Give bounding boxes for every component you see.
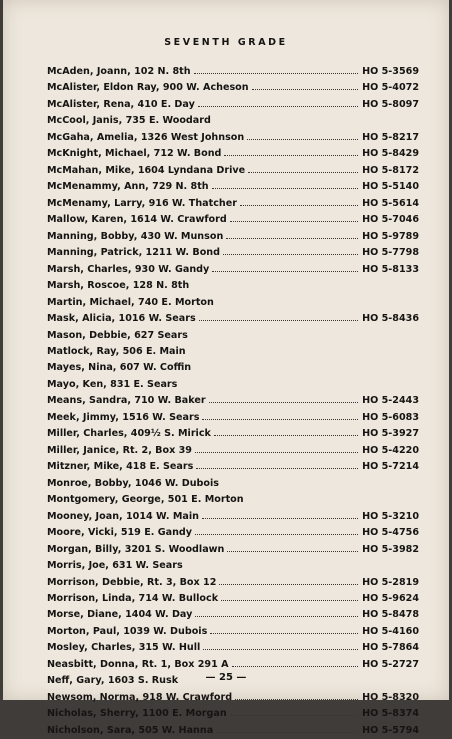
entry-name-address: McMahan, Mike, 1604 Lyndana Drive [47, 164, 246, 176]
entry-name-address: Matlock, Ray, 506 E. Main [47, 345, 186, 357]
entry-name-address: McMenammy, Ann, 729 N. 8th [47, 181, 209, 193]
list-item [47, 393, 419, 409]
list-item [47, 426, 419, 442]
entry-phone: HO 5-5614 [362, 197, 419, 209]
entry-name-address: McAden, Joann, 102 N. 8th [47, 66, 191, 77]
entry-phone: HO 5-3569 [362, 66, 419, 77]
dot-leader [212, 188, 358, 189]
list-item [47, 640, 419, 656]
list-item [47, 509, 419, 525]
entry-name-address: Newsom, Norma, 918 W. Crawford [47, 691, 233, 703]
list-item [47, 278, 419, 294]
entry-phone: HO 5-4756 [362, 527, 419, 539]
dot-leader [198, 106, 358, 107]
page-heading: SEVENTH GRADE [164, 37, 288, 48]
entry-phone: HO 5-8436 [362, 313, 419, 325]
list-item [47, 196, 419, 212]
dot-leader [226, 238, 358, 239]
entry-name-address: Moore, Vicki, 519 E. Gandy [47, 527, 193, 539]
entry-name-address: Manning, Bobby, 430 W. Munson [47, 230, 224, 242]
list-item [47, 525, 419, 541]
list-item [47, 344, 419, 360]
list-item [47, 130, 419, 146]
dot-leader [202, 419, 358, 420]
list-item [47, 723, 419, 739]
list-item [47, 64, 419, 80]
dot-leader [214, 435, 358, 436]
dot-leader [195, 616, 358, 617]
dot-leader [240, 205, 358, 206]
entry-phone: HO 5-5140 [362, 181, 419, 193]
list-item [47, 558, 419, 574]
dot-leader [203, 649, 358, 650]
list-item [47, 706, 419, 722]
list-item [47, 80, 419, 96]
entry-name-address: Marsh, Charles, 930 W. Gandy [47, 263, 210, 275]
list-item [47, 591, 419, 607]
entry-name-address: Morrison, Debbie, Rt. 3, Box 12 [47, 576, 217, 588]
list-item [47, 97, 419, 113]
entry-phone: HO 5-8097 [362, 98, 419, 110]
entry-phone: HO 5-8217 [362, 131, 419, 143]
list-item [47, 377, 419, 393]
entry-name-address: McKnight, Michael, 712 W. Bond [47, 148, 222, 160]
student-list [47, 64, 419, 739]
entry-phone: HO 5-9624 [362, 593, 419, 604]
list-item [47, 459, 419, 475]
entry-name-address: Mask, Alicia, 1016 W. Sears [47, 313, 196, 325]
entry-phone: HO 5-7864 [362, 642, 419, 654]
entry-name-address: Manning, Patrick, 1211 W. Bond [47, 247, 220, 259]
entry-name-address: Mosley, Charles, 315 W. Hull [47, 642, 201, 654]
list-item [47, 179, 419, 195]
entry-phone: HO 5-3982 [362, 543, 419, 555]
list-item [47, 262, 419, 278]
entry-name-address: Mitzner, Mike, 418 E. Sears [47, 461, 194, 473]
dot-leader [195, 534, 358, 535]
entry-name-address: Neff, Gary, 1603 S. Rusk [47, 675, 179, 687]
entry-phone: HO 5-8429 [362, 148, 419, 160]
list-item [47, 690, 419, 706]
dot-leader [202, 518, 358, 519]
list-item [47, 492, 419, 508]
dot-leader [209, 402, 358, 403]
dot-leader [252, 89, 359, 90]
entry-phone: HO 5-8374 [362, 708, 419, 720]
list-item [47, 113, 419, 129]
entry-phone: HO 5-8478 [362, 609, 419, 621]
entry-name-address: McGaha, Amelia, 1326 West Johnson [47, 131, 245, 143]
entry-name-address: McAlister, Eldon Ray, 900 W. Acheson [47, 82, 249, 94]
list-item [47, 542, 419, 558]
dot-leader [210, 633, 358, 634]
entry-name-address: Miller, Janice, Rt. 2, Box 39 [47, 444, 192, 456]
list-item [47, 607, 419, 623]
entry-phone: HO 5-9789 [362, 230, 419, 242]
dot-leader [219, 584, 358, 585]
entry-phone: HO 5-3210 [362, 510, 419, 522]
entry-name-address: Miller, Charles, 409½ S. Mirick [47, 428, 211, 440]
entry-phone: HO 5-8320 [362, 691, 419, 703]
entry-phone: HO 5-4160 [362, 625, 419, 637]
list-item [47, 410, 419, 426]
dot-leader [199, 320, 358, 321]
entry-name-address: McAlister, Rena, 410 E. Day [47, 98, 195, 110]
dot-leader [248, 172, 358, 173]
dot-leader [224, 155, 358, 156]
list-item [47, 360, 419, 376]
list-item [47, 443, 419, 459]
entry-phone: HO 5-2727 [362, 658, 419, 670]
entry-name-address: McCool, Janis, 735 E. Woodard [47, 115, 211, 127]
entry-name-address: Montgomery, George, 501 E. Morton [47, 494, 244, 506]
dot-leader [247, 139, 358, 140]
entry-phone: HO 5-8172 [362, 164, 419, 176]
entry-name-address: Nicholson, Sara, 505 W. Hanna [47, 724, 214, 736]
entry-phone: HO 5-4220 [362, 444, 419, 456]
entry-name-address: Mayes, Nina, 607 W. Coffin [47, 362, 192, 374]
dot-leader [216, 732, 358, 733]
list-item [47, 476, 419, 492]
list-item [47, 295, 419, 311]
entry-name-address: Nicholas, Sherry, 1100 E. Morgan [47, 708, 227, 720]
entry-name-address: Means, Sandra, 710 W. Baker [47, 395, 206, 407]
page-number: — 25 — [205, 672, 247, 683]
dot-leader [227, 551, 358, 552]
entry-name-address: Morgan, Billy, 3201 S. Woodlawn [47, 543, 225, 555]
list-item [47, 657, 419, 673]
entry-phone: HO 5-7214 [362, 461, 419, 473]
entry-phone: HO 5-6083 [362, 411, 419, 423]
dot-leader [232, 666, 359, 667]
entry-name-address: Mayo, Ken, 831 E. Sears [47, 378, 178, 390]
entry-phone: HO 5-8133 [362, 263, 419, 275]
list-item [47, 328, 419, 344]
entry-phone: HO 5-5794 [362, 724, 419, 736]
dot-leader [212, 271, 358, 272]
entry-name-address: Neasbitt, Donna, Rt. 1, Box 291 A [47, 658, 229, 670]
directory-page [3, 0, 449, 736]
entry-name-address: Meek, Jimmy, 1516 W. Sears [47, 411, 200, 423]
entry-name-address: Morse, Diane, 1404 W. Day [47, 609, 193, 621]
entry-phone: HO 5-2819 [362, 576, 419, 588]
list-item [47, 229, 419, 245]
entry-name-address: Morris, Joe, 631 W. Sears [47, 560, 183, 572]
list-item [47, 163, 419, 179]
list-item [47, 311, 419, 327]
entry-name-address: Mooney, Joan, 1014 W. Main [47, 510, 199, 522]
entry-phone: HO 5-3927 [362, 428, 419, 440]
entry-name-address: Mason, Debbie, 627 Sears [47, 329, 188, 341]
entry-name-address: Morrison, Linda, 714 W. Bullock [47, 593, 219, 604]
entry-phone: HO 5-2443 [362, 395, 419, 407]
dot-leader [230, 221, 358, 222]
list-item [47, 624, 419, 640]
dot-leader [195, 452, 358, 453]
entry-phone: HO 5-7798 [362, 247, 419, 259]
entry-name-address: Mallow, Karen, 1614 W. Crawford [47, 214, 227, 226]
entry-phone: HO 5-7046 [362, 214, 419, 226]
dot-leader [230, 715, 358, 716]
entry-name-address: Morton, Paul, 1039 W. Dubois [47, 625, 208, 637]
entry-phone: HO 5-4072 [362, 82, 419, 94]
list-item [47, 245, 419, 261]
entry-name-address: Martin, Michael, 740 E. Morton [47, 296, 214, 308]
dot-leader [221, 600, 358, 601]
entry-name-address: Monroe, Bobby, 1046 W. Dubois [47, 477, 219, 489]
dot-leader [194, 73, 359, 74]
list-item [47, 575, 419, 591]
list-item [47, 146, 419, 162]
entry-name-address: Marsh, Roscoe, 128 N. 8th [47, 280, 190, 292]
dot-leader [223, 254, 358, 255]
entry-name-address: McMenamy, Larry, 916 W. Thatcher [47, 197, 237, 209]
list-item [47, 212, 419, 228]
dot-leader [196, 468, 358, 469]
